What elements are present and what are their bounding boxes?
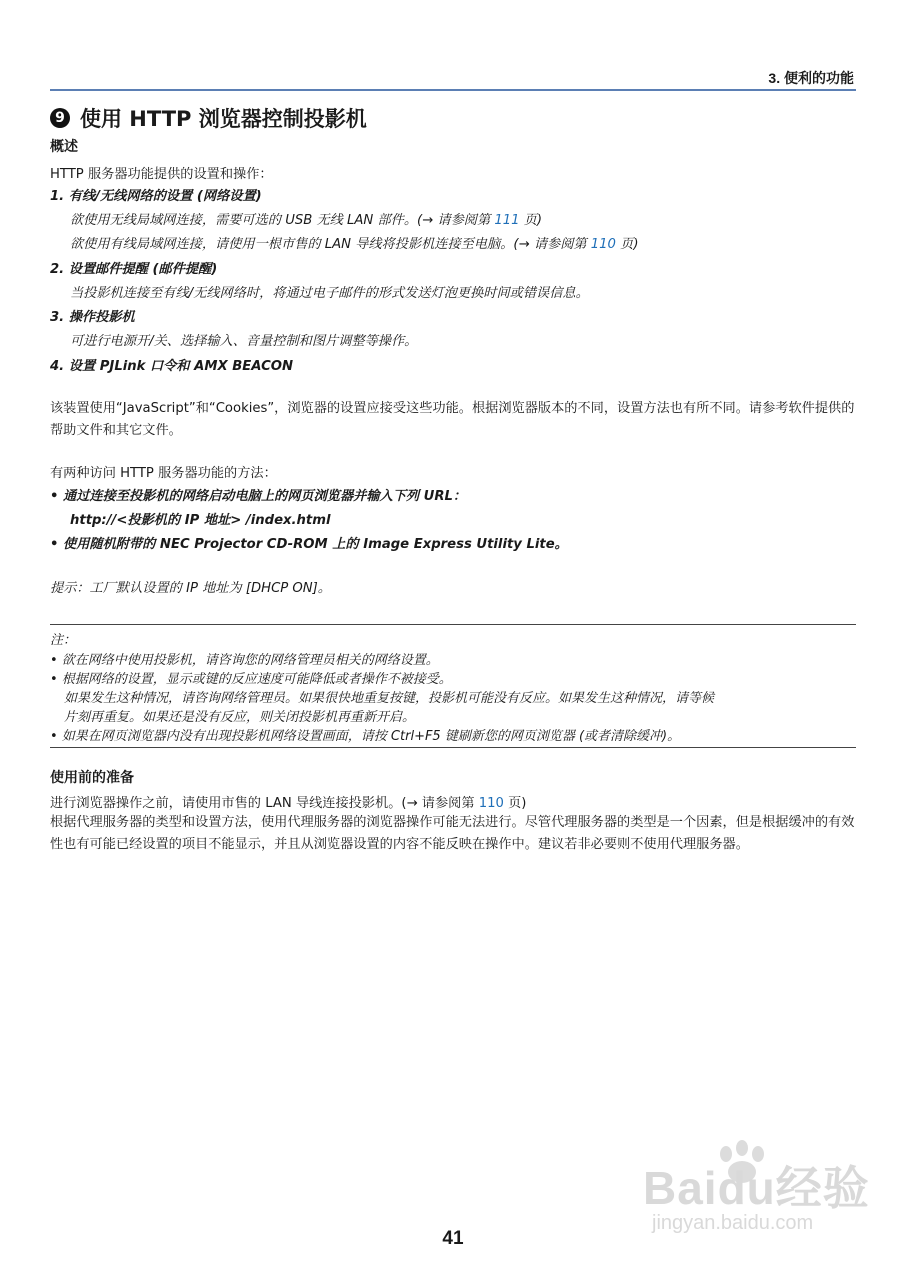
page-link-111[interactable]: 111 (494, 213, 520, 228)
page-number: 41 (442, 1228, 464, 1249)
watermark-url: jingyan.baidu.com (652, 1212, 814, 1234)
note-3: • 如果在网页浏览器内没有出现投影机网络设置画面，请按 Ctrl+F5 键刷新您的网页浏览器 (或者清除缓冲)。 (50, 729, 681, 744)
item1-line1: 欲使用无线局域网连接，需要可选的 USB 无线 LAN 部件。(→ 请参阅第 111 页) (70, 213, 543, 228)
item4-title: 4. 设置 PJLink 口令和 AMX BEACON (50, 359, 294, 374)
tip-text: 提示：工厂默认设置的 IP 地址为 [DHCP ON]。 (50, 581, 331, 596)
note-2: • 根据网络的设置，显示或键的反应速度可能降低或者操作不被接受。 (50, 672, 452, 687)
item3-line1: 可进行电源开/关、选择输入、音量控制和图片调整等操作。 (70, 334, 418, 349)
item1-title: 1. 有线/无线网络的设置 (网络设置) (50, 189, 262, 204)
prep-heading: 使用前的准备 (50, 770, 134, 786)
access-bullet-2: • 使用随机附带的 NEC Projector CD-ROM 上的 Image Express Utility Lite。 (50, 537, 568, 552)
access-url: http://<投影机的 IP 地址> /index.html (70, 513, 331, 528)
access-bullet-1: • 通过连接至投影机的网络启动电脑上的网页浏览器并输入下列 URL： (50, 489, 467, 504)
section-heading (50, 103, 367, 133)
section-number-badge: 9 (50, 108, 70, 128)
overview-heading: 概述 (50, 139, 78, 155)
section-title: 使用 HTTP 浏览器控制投影机 (80, 107, 367, 131)
item2-title: 2. 设置邮件提醒 (邮件提醒) (50, 262, 218, 277)
item1-line2: 欲使用有线局域网连接，请使用一根市售的 LAN 导线将投影机连接至电脑。(→ 请参阅第 110 页) (70, 237, 639, 252)
overview-intro: HTTP 服务器功能提供的设置和操作： (50, 167, 273, 182)
proxy-paragraph: 根据代理服务器的类型和设置方法，使用代理服务器的浏览器操作可能无法进行。尽管代理服务器的类型是一个因素，但是根据缓冲的有效性也有可能已经设置的项目不能显示，并且从浏览器设置的内容不能反映在操作中。建议若非必要则不使用代理服务器。 (50, 815, 855, 852)
note-1: • 欲在网络中使用投影机，请咨询您的网络管理员相关的网络设置。 (50, 653, 439, 668)
notes-top-rule (50, 624, 856, 625)
note-2-cont-1: 如果发生这种情况，请咨询网络管理员。如果很快地重复按键，投影机可能没有反应。如果发生这种情况，请等候 (64, 691, 715, 706)
page-link-110[interactable]: 110 (590, 237, 616, 252)
chapter-title: 3. 便利的功能 (768, 70, 854, 86)
note-2-cont-2: 片刻再重复。如果还是没有反应，则关闭投影机再重新开启。 (64, 710, 416, 725)
notes-label: 注： (50, 633, 77, 648)
watermark-logo: Baidu经验 (643, 1162, 870, 1214)
javascript-paragraph: 该装置使用“JavaScript”和“Cookies”，浏览器的设置应接受这些功能。根据浏览器版本的不同，设置方法也有所不同。请参考软件提供的帮助文件和其它文件。 (50, 401, 855, 438)
item2-line1: 当投影机连接至有线/无线网络时，将通过电子邮件的形式发送灯泡更换时间或错误信息。 (70, 286, 589, 301)
item3-title: 3. 操作投影机 (50, 310, 135, 325)
page-link-110-prep[interactable]: 110 (478, 796, 504, 811)
prep-line-1: 进行浏览器操作之前，请使用市售的 LAN 导线连接投影机。(→ 请参阅第 110 页) (50, 796, 527, 811)
access-intro: 有两种访问 HTTP 服务器功能的方法： (50, 466, 277, 481)
header-divider (50, 89, 856, 91)
notes-bottom-rule (50, 747, 856, 748)
